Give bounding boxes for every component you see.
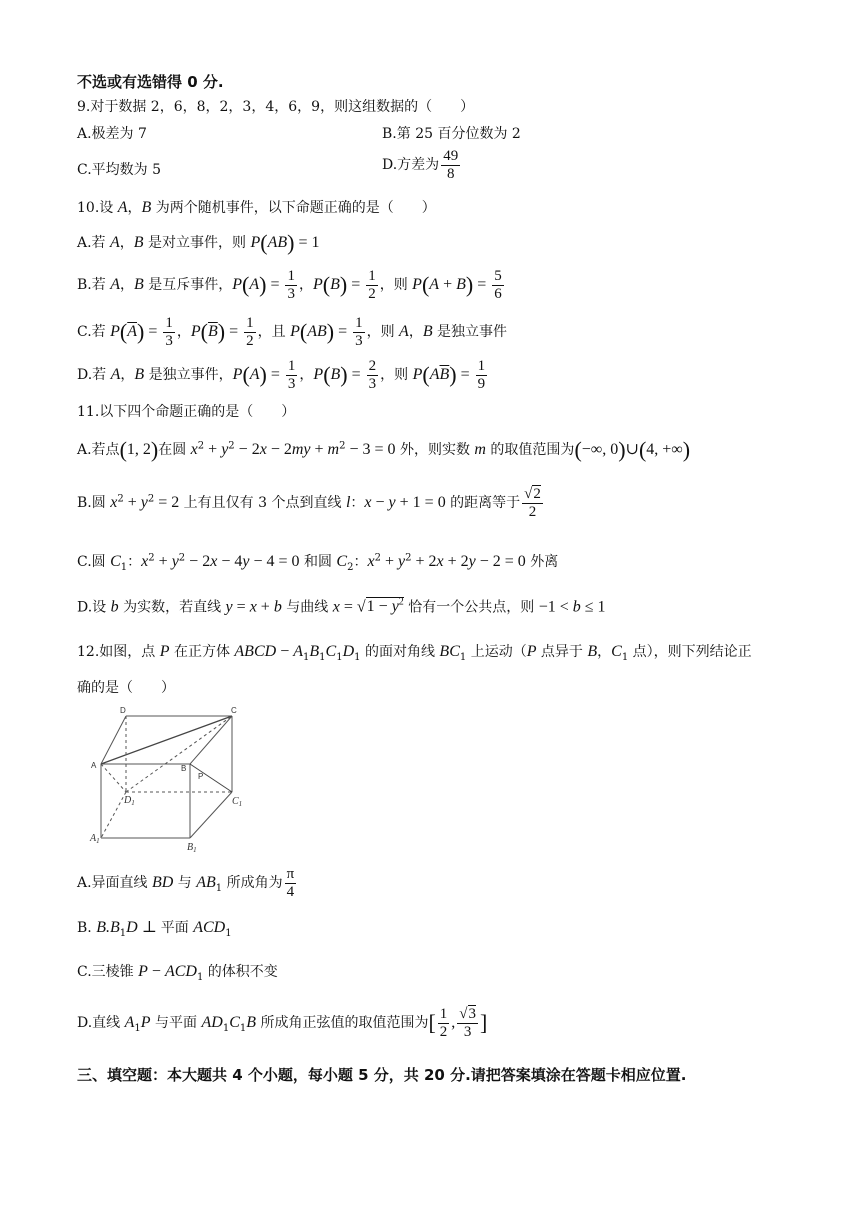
cube-figure [84,704,254,854]
q11-option-a: A.若点(1, 2)在圆 $x^2 + y^2 - 2x - 2my + m^2 - 3 = 0$ 外，则实数 m 的取值范围为(−∞, 0)∪(4, +∞) [77,437,691,462]
q11-option-b: B.圆 $x^2 + y^2 = 2$ 上有且仅有 3 个点到直线 l：x − y + 1 = 0 的距离等于 $\frac{√2}{2}$ [77,486,541,520]
q10-option-d: D.若 A，B 是独立事件，P(A) = $\frac{1}{3}$ ，P(B) = $\frac{2}{3}$ ，则 $P(A\overline{B})$ = $\frac{1}{9}$ [77,358,486,392]
diagonal-BC1 [190,764,232,792]
q11-stem: 11.以下四个命题正确的是（ ） [77,404,296,420]
label-A: A [91,761,97,770]
label-B: B [181,764,187,773]
q9-stem: 9.对于数据 2，6，8，2，3，4，6，9，则这组数据的（ ） [77,99,475,115]
q10-option-b: B.若 A，B 是互斥事件，P(A) = $\frac{1}{3}$ ，P(B) = $\frac{1}{2}$ ，则 P(A + B) = $\frac{5}{6}$ [77,268,502,302]
label-C1: $C_1$ [232,796,243,808]
label-D1: $D_1$ [124,795,135,807]
q9-option-c: C.平均数为 5 [77,162,162,178]
q12-stem-line2: 确的是（ ） [77,680,175,696]
q9-option-d: D.方差为 $\frac{49}{8}$ [382,148,459,182]
q11-option-c: C.圆 $C_1$：$x^2 + y^2 - 2x - 4y - 4 = 0$ 和圆 $C_2$：$x^2 + y^2 + 2x + 2y - 2 = 0$ 外离 [77,552,559,573]
q9-option-b: B.第 25 百分位数为 2 [382,126,521,142]
diagonal-AC [101,716,232,764]
q10-option-c: C.若 $P(\overline{A})$ = $\frac{1}{3}$ ，$P(\overline{B})$ = $\frac{1}{2}$ ，且 P(AB) = $\frac{1}{3}$ ，则 A，B 是独立事件 [77,315,508,349]
q12-option-c: C.三棱锥 $P - ACD_1$ 的体积不变 [77,963,278,983]
label-B1: $B_1$ [187,842,197,854]
q9-option-a: A.极差为 7 [77,126,147,142]
segment-AD1 [101,764,126,792]
section3-heading: 三、填空题：本大题共 4 个小题，每小题 5 分，共 20 分.请把答案填涂在答题卡相应位置. [77,1066,687,1084]
q12-stem-line1: 12.如图，点 P 在正方体 ABCD − $A_1B_1C_1D_1$ 的面对角线 $BC_1$ 上运动（P 点异于 B，$C_1$ 点），则下列结论正 [77,643,752,663]
label-A1: $A_1$ [90,833,100,845]
label-C: C [231,706,237,715]
edge-B1C1 [190,792,232,838]
section-note: 不选或有选错得 0 分. [77,73,224,91]
edge-D1A1-hidden [101,792,126,838]
q12-option-d: D.直线 $A_1P$ 与平面 $AD_1C_1B$ 所成角正弦值的取值范围为[ $\frac{1}{2}$ , $\frac{√3}{3}$ ] [77,1006,488,1040]
q12-option-a: A.异面直线 BD 与 $AB_1$ 所成角为 $\frac{\pi}{4}$ [77,866,295,900]
q10-option-a: A.若 A，B 是对立事件，则 P(AB) = 1 [77,230,320,255]
q10-stem: 10.设 A，B 为两个随机事件，以下命题正确的是（ ） [77,199,436,216]
q12-option-b: B. $B.B_1D$ ⊥ 平面 $ACD_1$ [77,919,232,939]
label-D: D [120,706,126,715]
segment-D1C [126,716,232,792]
label-P: P [198,772,204,781]
q11-option-d: D.设 b 为实数，若直线 y = x + b 与曲线 $x = √1 - y^2$ 恰有一个公共点，则 −1 < b ≤ 1 [77,597,606,616]
